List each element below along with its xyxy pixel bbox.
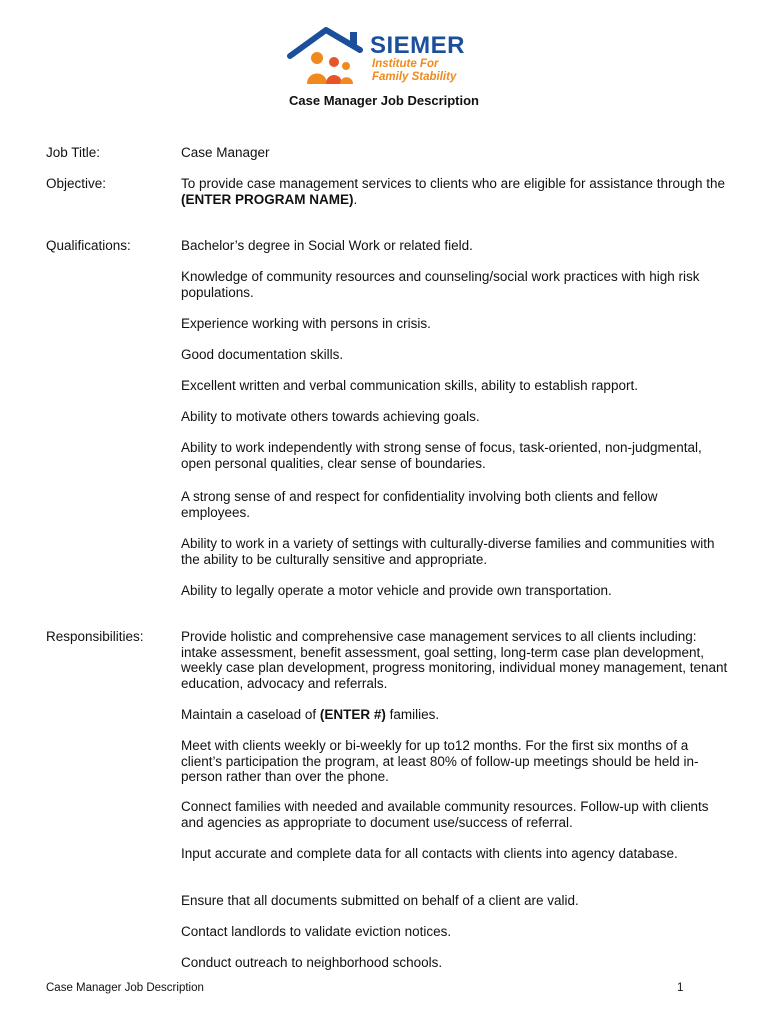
qualifications-label: Qualifications: [46, 238, 131, 253]
responsibility-item: Provide holistic and comprehensive case management services to all clients including: intake assessment, benefit assessment, goal setting, long-term case plan development, weekly case plan development, progress monitoring, individual money management, tenant education, advocacy and referrals. [181, 629, 728, 691]
objective-program-name: (ENTER PROGRAM NAME) [181, 191, 354, 207]
siemer-logo [286, 26, 486, 88]
job-title-label: Job Title: [46, 145, 101, 160]
caseload-number: (ENTER #) [319, 707, 386, 722]
qualification-item: Experience working with persons in crisis. [181, 316, 431, 331]
responsibility-caseload [181, 707, 729, 723]
qualification-item: Ability to motivate others towards achieving goals. [181, 409, 480, 424]
job-title-value: Case Manager [181, 145, 270, 160]
logo-name: SIEMER [370, 32, 466, 59]
footer-title: Case Manager Job Description [46, 982, 204, 994]
responsibilities-label: Responsibilities: [46, 629, 144, 644]
qualification-item: Good documentation skills. [181, 347, 344, 362]
qualification-item: Ability to work in a variety of settings with culturally-diverse families and communities with the ability to be culturally sensitive and appropriate. [181, 536, 715, 567]
responsibility-item: Ensure that all documents submitted on behalf of a client are valid. [181, 893, 579, 908]
responsibility-item: Meet with clients weekly or bi-weekly for up to12 months. For the first six months of a client’s participation the program, at least 80% of follow-up meetings should be held in-person rather than over the phone. [181, 738, 699, 784]
qualification-item: Knowledge of community resources and counseling/social work practices with high risk populations. [181, 269, 700, 300]
responsibility-item: Input accurate and complete data for all contacts with clients into agency database. [181, 846, 678, 861]
objective-text-post: . [353, 191, 358, 207]
house-family-icon [286, 26, 370, 88]
responsibility-item: Connect families with needed and available community resources. Follow-up with clients and agencies as appropriate to document use/success of referral. [181, 799, 709, 830]
objective-text [181, 176, 729, 207]
qualification-item: Ability to work independently with strong sense of focus, task-oriented, non-judgmental, open personal qualities, clear sense of boundaries. [181, 440, 702, 471]
logo-tagline [372, 58, 456, 84]
objective-text-pre: To provide case management services to clients who are eligible for assistance through the [181, 176, 726, 191]
qualification-item: A strong sense of and respect for confidentiality involving both clients and fellow employees. [181, 489, 658, 520]
caseload-pre: Maintain a caseload of [181, 707, 320, 722]
page-number: 1 [677, 982, 684, 994]
qualification-item: Excellent written and verbal communication skills, ability to establish rapport. [181, 378, 638, 393]
logo-tagline-line1: Institute For [372, 58, 439, 70]
objective-label: Objective: [46, 176, 107, 191]
document-title: Case Manager Job Description [289, 93, 479, 108]
logo-tagline-line2: Family Stability [372, 71, 457, 83]
responsibility-item: Conduct outreach to neighborhood schools. [181, 955, 443, 970]
caseload-post: families. [385, 707, 440, 722]
qualification-item: Bachelor’s degree in Social Work or related field. [181, 238, 473, 253]
qualification-item: Ability to legally operate a motor vehicle and provide own transportation. [181, 583, 612, 598]
responsibility-item: Contact landlords to validate eviction notices. [181, 924, 452, 939]
